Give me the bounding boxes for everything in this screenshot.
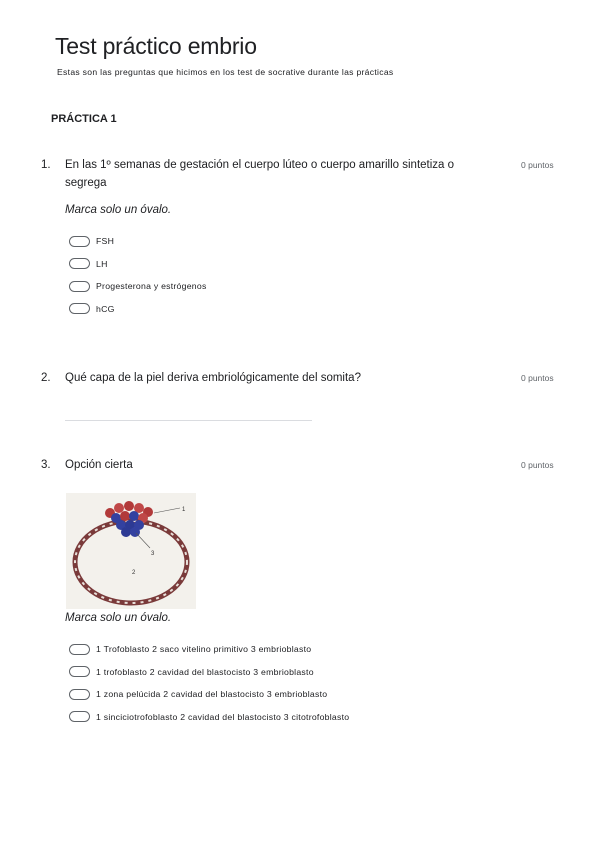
option-label: 1 trofoblasto 2 cavidad del blastocisto 3 embrioblasto — [96, 666, 314, 677]
cell — [120, 511, 130, 521]
cell — [129, 511, 139, 521]
form-description: Estas son las preguntas que hicimos en los test de socrative durante las prácticas — [57, 67, 394, 77]
question-points: 0 puntos — [521, 160, 554, 170]
option-label: 1 Trofoblasto 2 saco vitelino primitivo 3 embrioblasto — [96, 644, 312, 655]
radio-oval[interactable] — [69, 644, 90, 655]
question-instruction: Marca solo un óvalo. — [65, 204, 172, 216]
question-points: 0 puntos — [521, 460, 554, 470]
option-item[interactable] — [69, 253, 207, 276]
radio-oval[interactable] — [69, 666, 90, 677]
option-label: FSH — [96, 236, 115, 247]
option-item[interactable] — [69, 298, 207, 321]
cell — [121, 527, 131, 537]
radio-oval[interactable] — [69, 258, 90, 269]
radio-oval[interactable] — [69, 711, 90, 722]
question-text: En las 1º semanas de gestación el cuerpo lúteo o cuerpo amarillo sintetiza o segrega — [65, 159, 455, 189]
radio-oval[interactable] — [69, 303, 90, 314]
question-number: 3. — [41, 459, 51, 471]
option-item[interactable] — [69, 706, 349, 729]
option-label: 1 zona pelúcida 2 cavidad del blastocisto 3 embrioblasto — [96, 689, 328, 700]
question-number: 2. — [41, 372, 51, 384]
form-title: Test práctico embrio — [55, 33, 257, 59]
option-item[interactable] — [69, 661, 349, 684]
question-instruction: Marca solo un óvalo. — [65, 612, 172, 624]
section-title: PRÁCTICA 1 — [51, 113, 117, 125]
options-list — [69, 230, 207, 320]
cell — [114, 503, 124, 513]
option-item[interactable] — [69, 638, 349, 661]
option-item[interactable] — [69, 230, 207, 253]
image-label-3: 3 — [151, 551, 155, 557]
option-item[interactable] — [69, 683, 349, 706]
options-list — [69, 638, 349, 728]
image-label-2: 2 — [132, 570, 136, 576]
option-label: LH — [96, 258, 108, 269]
radio-oval[interactable] — [69, 236, 90, 247]
cell — [124, 501, 134, 511]
question-points: 0 puntos — [521, 373, 554, 383]
blastocyst-diagram — [66, 493, 196, 609]
question-text: Qué capa de la piel deriva embriológicamente del somita? — [65, 372, 361, 384]
option-label: 1 sinciciotrofoblasto 2 cavidad del blastocisto 3 citotrofoblasto — [96, 711, 350, 722]
option-item[interactable] — [69, 275, 207, 298]
option-label: hCG — [96, 303, 115, 314]
image-label-1: 1 — [182, 507, 186, 513]
question-number: 1. — [41, 159, 51, 171]
radio-oval[interactable] — [69, 689, 90, 700]
option-label: Progesterona y estrógenos — [96, 281, 207, 292]
radio-oval[interactable] — [69, 281, 90, 292]
short-answer-line[interactable] — [65, 420, 312, 421]
question-text: Opción cierta — [65, 459, 133, 471]
blastocyst-image — [66, 493, 196, 609]
